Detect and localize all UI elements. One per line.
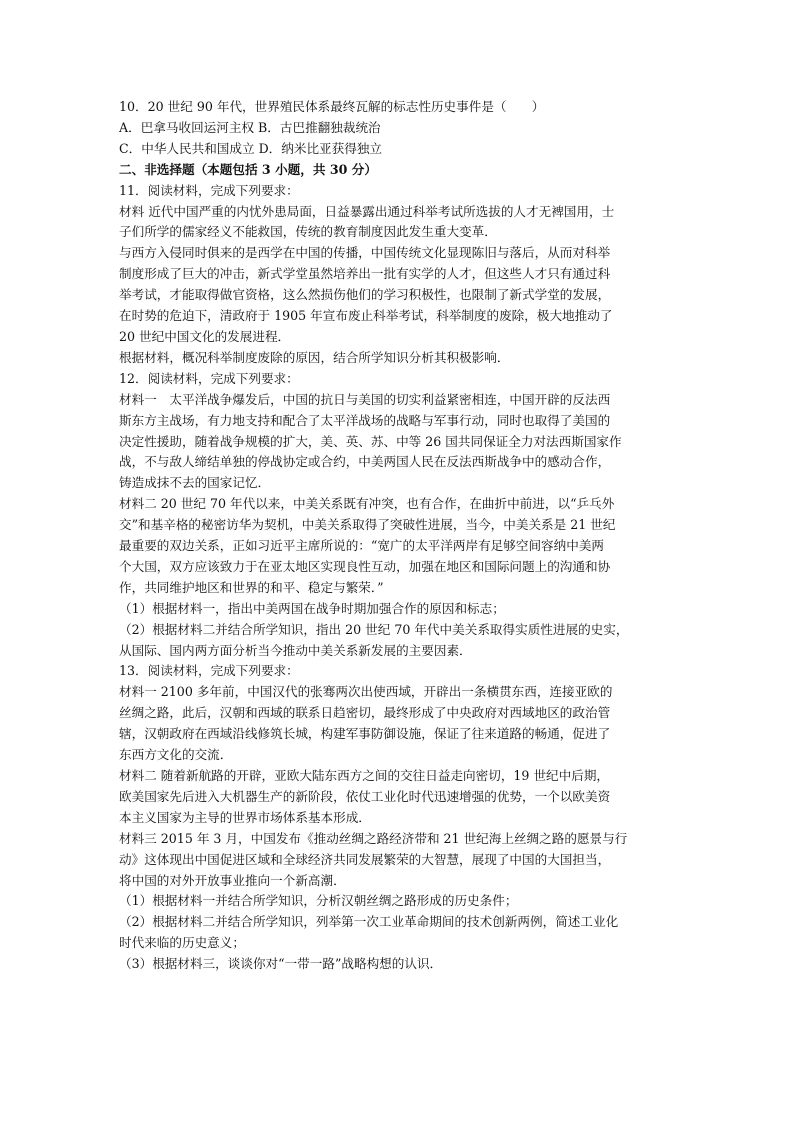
text-line: A．巴拿马收回运河主权 B．古巴推翻独裁统治 <box>119 119 381 135</box>
text-line: 10．20 世纪 90 年代，世界殖民体系最终瓦解的标志性历史事件是（ ） <box>119 99 545 114</box>
text-line: 20 世纪中国文化的发展进程． <box>119 328 291 344</box>
text-line: 战，不与敌人缔结单独的停战协定或合约，中美两国人民在反法西斯战争中的感动合作， <box>119 454 611 470</box>
exam-page <box>119 97 679 975</box>
text-line: （3）根据材料三，谈谈你对“一带一路”战略构想的认识． <box>119 956 443 972</box>
text-line: 制度形成了巨大的冲击，新式学堂虽然培养出一批有实学的人才，但这些人才只有通过科 <box>119 266 611 282</box>
text-line: 从国际、国内两方面分析当今推动中美关系新发展的主要因素． <box>119 642 472 658</box>
text-line: 交”和基辛格的秘密访华为契机，中美关系取得了突破性进展，当今，中美关系是 21 世纪 <box>119 517 616 533</box>
section-heading: 二、非选择题（本题包括 3 小题，共 30 分） <box>119 161 377 177</box>
text-line: （1）根据材料一并结合所学知识，分析汉朝丝绸之路形成的历史条件； <box>119 893 518 909</box>
text-line: （2）根据材料二并结合所学知识，指出 20 世纪 70 年代中美关系取得实质性进展的史实， <box>119 621 629 637</box>
text-line: 材料三 2015 年 3 月，中国发布《推动丝绸之路经济带和 21 世纪海上丝绸之路的愿景与行 <box>119 830 628 846</box>
text-line: 铸造成抹不去的国家记忆． <box>119 475 271 491</box>
text-line: 欧美国家先后进入大机器生产的新阶段，依仗工业化时代迅速增强的优势，一个以欧美资 <box>119 788 611 804</box>
text-line: 材料一 2100 多年前，中国汉代的张骞两次出使西域，开辟出一条横贯东西，连接亚欧的 <box>119 684 613 700</box>
text-line: 材料 近代中国严重的内忧外患局面，日益暴露出通过科举考试所选拔的人才无裨国用，士 <box>119 203 615 219</box>
text-line: 动》这体现出中国促进区域和全球经济共同发展繁荣的大智慧，展现了中国的大国担当， <box>119 851 611 867</box>
text-line: 举考试，才能取得做官资格，这么然损伤他们的学习积极性，也限制了新式学堂的发展， <box>119 287 611 303</box>
text-line: 决定性援助，随着战争规模的扩大，美、英、苏、中等 26 国共同保证全力对法西斯国家作 <box>119 433 622 449</box>
text-line: 时代来临的历史意义； <box>119 935 245 951</box>
text-line: 在时势的危迫下，清政府于 1905 年宣布废止科举考试，科举制度的废除，极大地推动了 <box>119 308 613 324</box>
text-line: 材料一 太平洋战争爆发后，中国的抗日与美国的切实利益紧密相连，中国开辟的反法西 <box>119 391 611 407</box>
text-line: 12．阅读材料，完成下列要求： <box>119 370 299 386</box>
text-line: 最重要的双边关系，正如习近平主席所说的：“宽广的太平洋两岸有足够空间容纳中美两 <box>119 538 605 554</box>
text-line: （2）根据材料二并结合所学知识，列举第一次工业革命期间的技术创新两例，简述工业化 <box>119 914 619 930</box>
text-line: 东西方文化的交流． <box>119 747 233 763</box>
text-line: 子们所学的儒家经义不能救国，传统的教育制度因此发生重大变革． <box>119 224 497 240</box>
text-line: 本主义国家为主导的世界市场体系基本形成． <box>119 809 371 825</box>
text-line: C．中华人民共和国成立 D．纳米比亚获得独立 <box>119 140 383 156</box>
text-line: （1）根据材料一，指出中美两国在战争时期加强合作的原因和标志； <box>119 600 505 616</box>
text-line: 与西方入侵同时俱来的是西学在中国的传播，中国传统文化显现陈旧与落后，从而对科举 <box>119 245 611 261</box>
text-line: 辖，汉朝政府在西域沿线修筑长城，构建军事防御设施，保证了往来道路的畅通，促进了 <box>119 726 611 742</box>
text-line: 个大国，双方应该致力于在亚太地区实现良性互动，加强在地区和国际问题上的沟通和协 <box>119 558 611 574</box>
text-line: 将中国的对外开放事业推向一个新高潮． <box>119 872 346 888</box>
text-line: 材料二 20 世纪 70 年代以来，中美关系既有冲突，也有合作，在曲折中前进，以“乒乓外 <box>119 496 615 512</box>
text-line: 根据材料，概况科举制度废除的原因，结合所学知识分析其积极影响． <box>119 349 510 365</box>
text-line: 丝绸之路，此后，汉朝和西域的联系日趋密切，最终形成了中央政府对西域地区的政治管 <box>119 705 611 721</box>
text-line: 作，共同维护地区和世界的和平、稳定与繁荣．” <box>119 579 384 595</box>
text-line: 斯东方主战场，有力地支持和配合了太平洋战场的战略与军事行动，同时也取得了美国的 <box>119 412 611 428</box>
text-line: 11．阅读材料，完成下列要求： <box>119 182 299 198</box>
text-line: 13．阅读材料，完成下列要求： <box>119 663 299 679</box>
text-line: 材料二 随着新航路的开辟，亚欧大陆东西方之间的交往日益走向密切，19 世纪中后期， <box>119 768 610 783</box>
